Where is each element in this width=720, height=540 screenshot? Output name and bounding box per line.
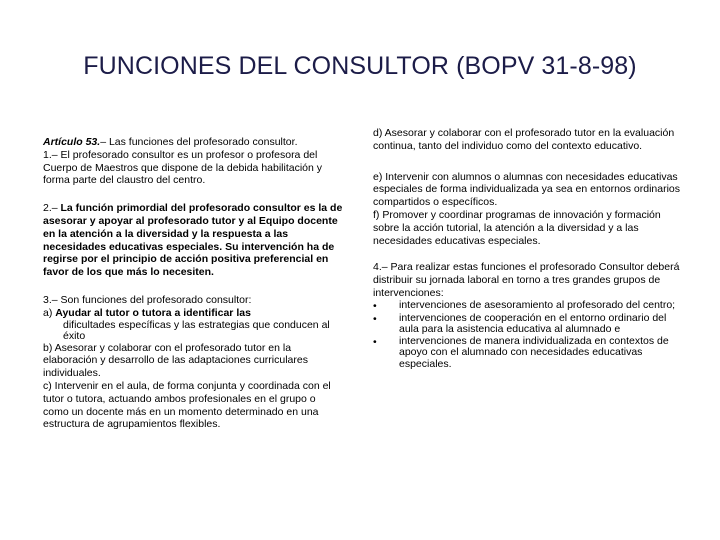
paragraph-3: 3.– Son funciones del profesorado consultor:	[43, 293, 252, 306]
item-a-bold: Ayudar al tutor o tutora a identificar las	[55, 306, 251, 319]
paragraph-2-prefix: 2.–	[43, 202, 61, 215]
left-column	[43, 136, 343, 431]
bullet-item	[373, 336, 683, 371]
article-intro: – Las funciones del profesorado consultor.	[100, 136, 298, 148]
item-c: c) Intervenir en el aula, de forma conjunta y coordinada con el tutor o tutora, actuando ambos profesionales en el grupo o como un docente más en un momento determinado en una estructura de agrupamientos flexibles.	[43, 379, 331, 431]
item-e: e) Intervenir con alumnos o alumnas con necesidades educativas especiales de forma individualizada ya sea en entornos ordinarios compartidos o específicos.	[373, 170, 681, 209]
paragraph-1: 1.– El profesorado consultor es un profesor o profesora del Cuerpo de Maestros que dispone de la debida habilitación y forma parte del claustro del centro.	[43, 148, 323, 187]
slide-title: FUNCIONES DEL CONSULTOR (BOPV 31-8-98)	[83, 52, 637, 80]
bullet-icon: •	[373, 299, 377, 312]
item-b: b) Asesorar y colaborar con el profesorado tutor en la elaboración y desarrollo de las adaptaciones curriculares individuales.	[43, 341, 308, 380]
item-d: d) Asesorar y colaborar con el profesorado tutor en la evaluación continua, tanto del individuo como del contexto educativo.	[373, 127, 675, 152]
bullet-item	[373, 313, 683, 336]
bullet-text: intervenciones de cooperación en el entorno ordinario del aula para la asistencia educativa al alumnado e	[399, 311, 667, 336]
bullet-text: intervenciones de manera individualizada en contextos de apoyo con el alumnado con necesidades educativas especiales.	[399, 334, 669, 370]
paragraph-2-bold: La función primordial del profesorado consultor es la de asesorar y apoyar al profesorado tutor y al Equipo docente en la atención a la diversidad y la respuesta a las necesidades educativas especiales. Su intervención ha de regirse por el principio de acción positiva preferencial en favor de los que más lo necesiten.	[43, 202, 343, 279]
article-heading	[43, 136, 343, 149]
paragraph-4: 4.– Para realizar estas funciones el profesorado Consultor deberá distribuir su jornada laboral en torno a tres grandes grupos de intervenciones:	[373, 261, 680, 299]
item-a-prefix: a)	[43, 306, 56, 319]
item-f: f) Promover y coordinar programas de innovación y formación sobre la acción tutorial, la atención a la diversidad y a las necesidades educativas especiales.	[373, 208, 661, 247]
bullet-icon: •	[373, 335, 377, 348]
bullet-text: intervenciones de asesoramiento al profesorado del centro;	[399, 298, 676, 311]
item-a	[43, 307, 343, 320]
right-column	[373, 127, 683, 370]
article-label: Artículo 53.	[43, 136, 101, 148]
bullet-icon: •	[373, 312, 377, 325]
item-a-indent: dificultades específicas y las estrategias que conducen al éxito	[63, 318, 330, 342]
paragraph-2	[43, 202, 343, 279]
bullet-item	[373, 300, 683, 313]
